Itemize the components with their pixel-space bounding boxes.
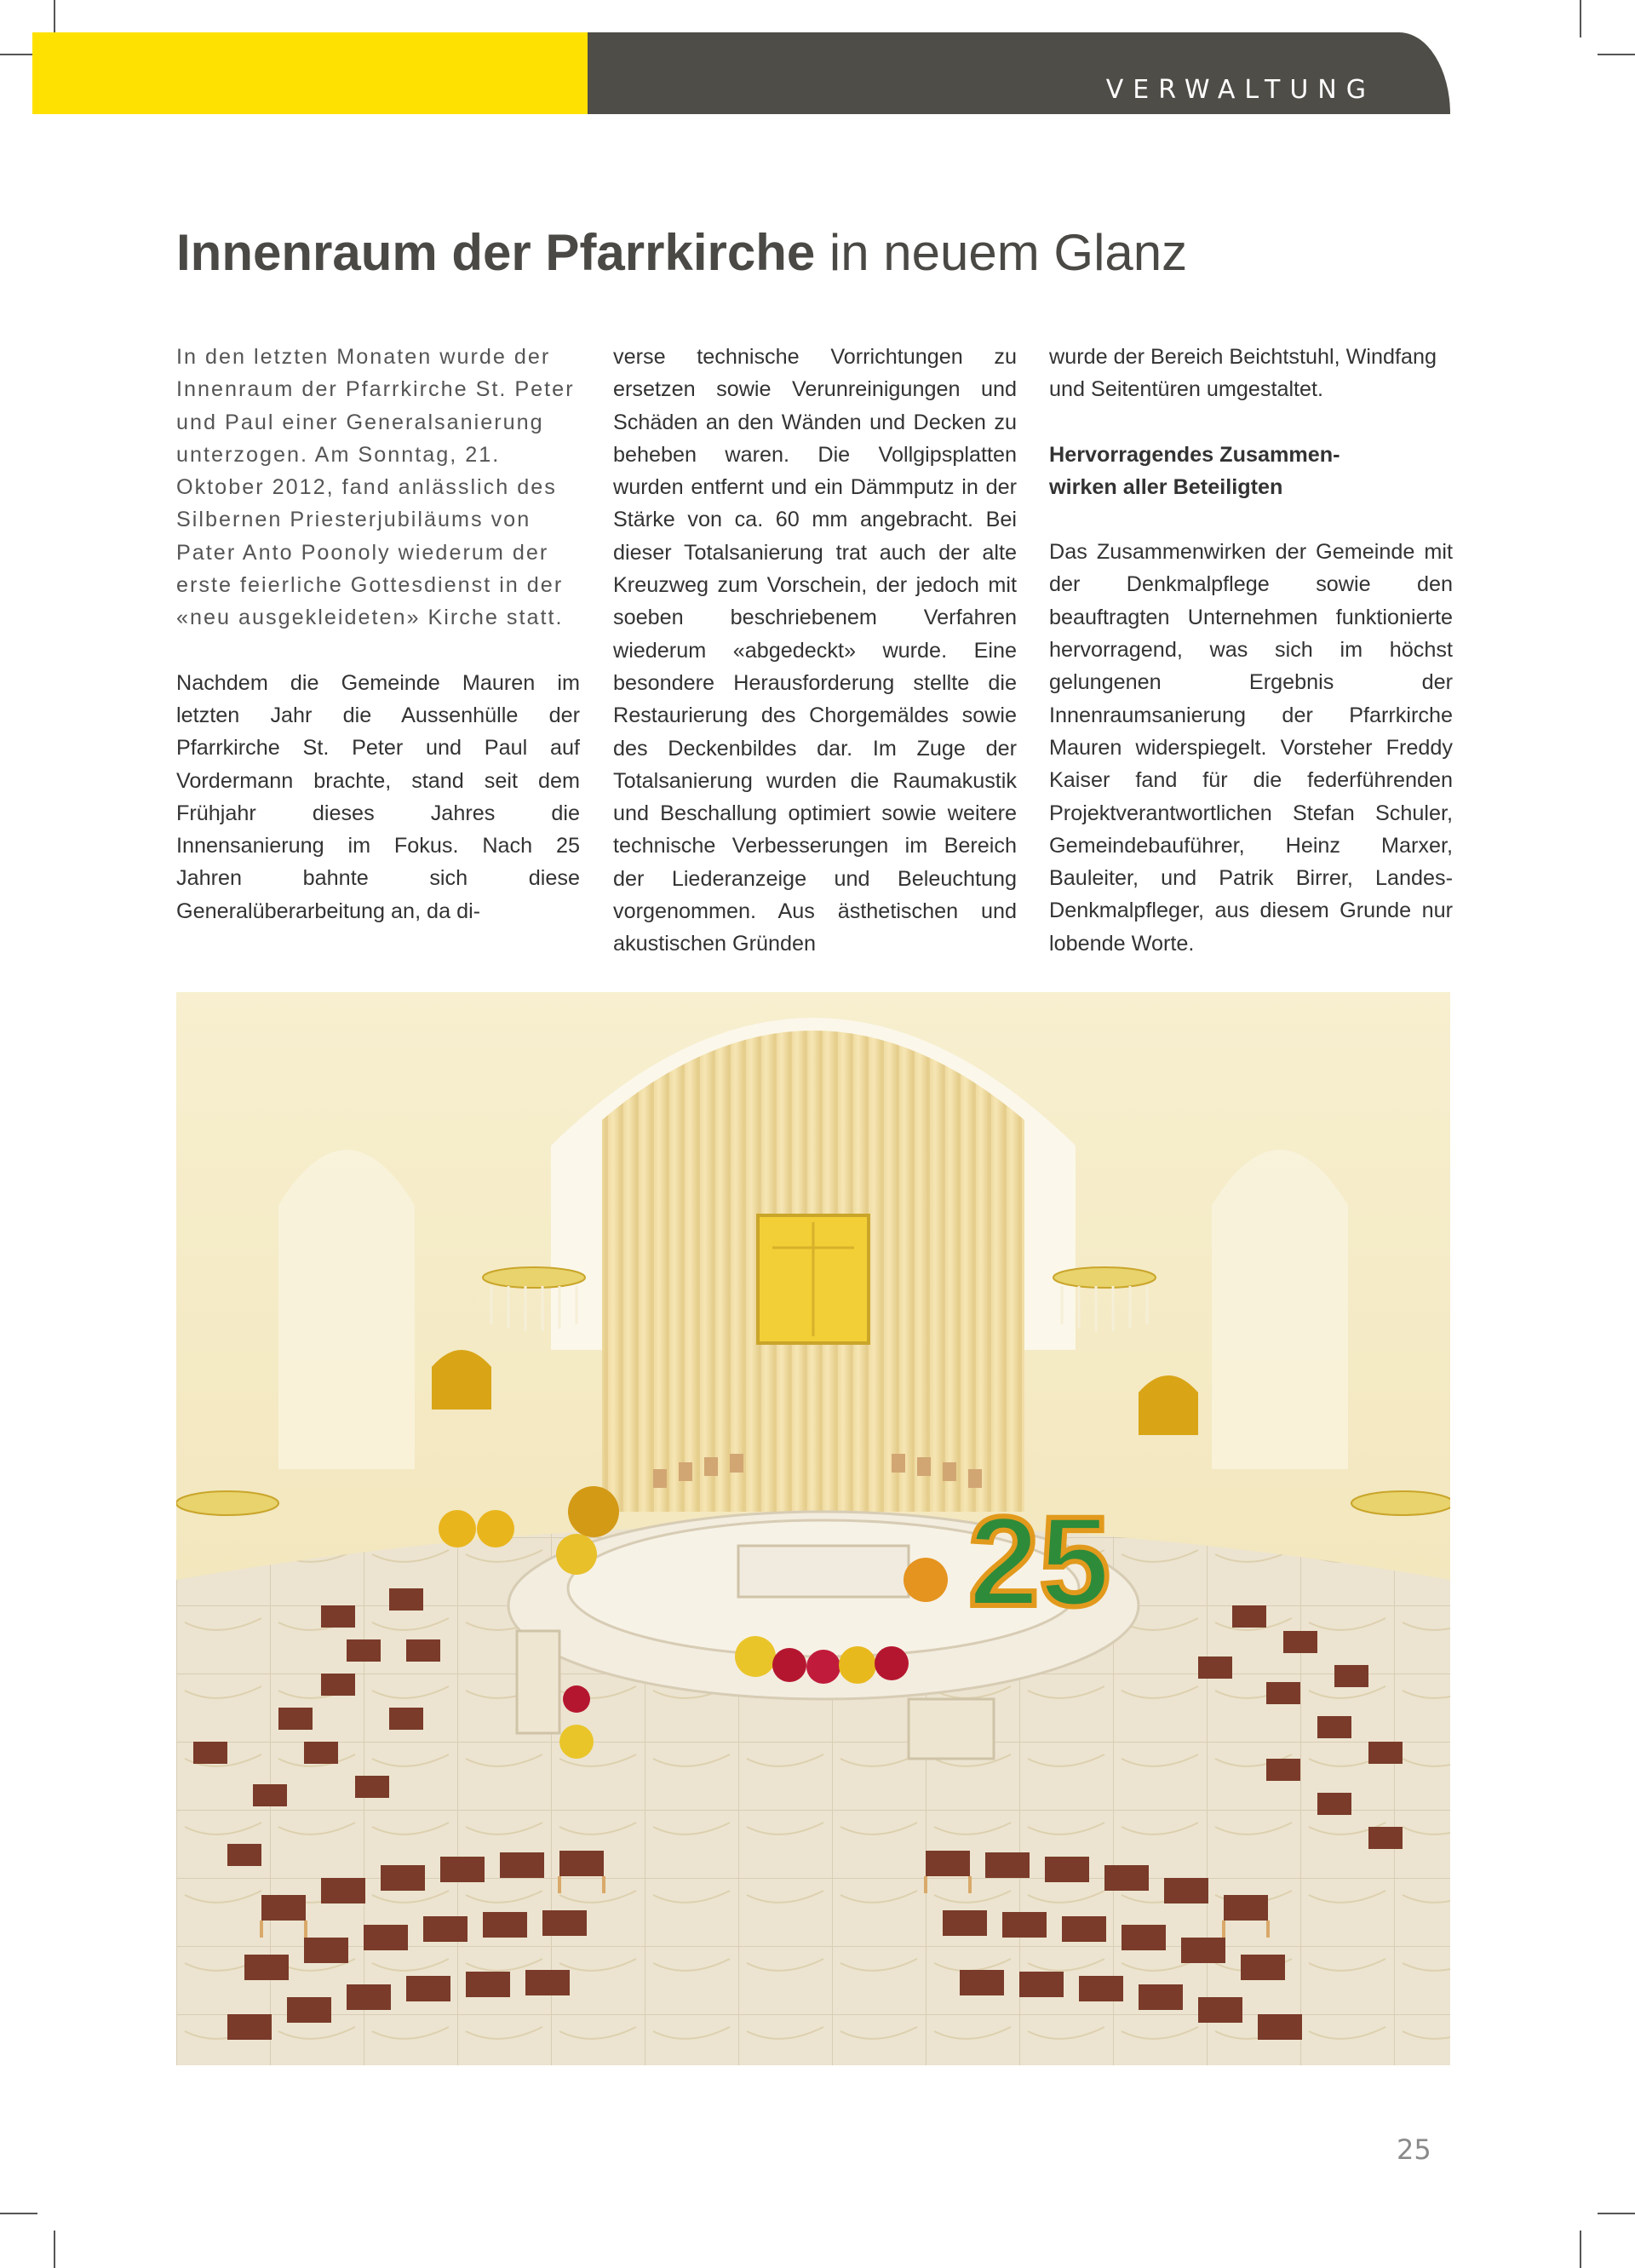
article-lead: In den letzten Monaten wurde der Innenraum der Pfarrkirche St. Peter und Paul einer Generalsanierung unterzogen. Am Sonntag, 21. Oktober 2012, fand anlässlich des Silbernen Priesterjubiläums von Pater Anto Poonoly wiederum der erste feierliche Gottesdienst in der «neu ausgekleideten» Kirche statt. (176, 345, 575, 630)
header-section-band (588, 32, 1450, 114)
subheading (1049, 439, 1453, 504)
crop-mark (54, 2231, 55, 2268)
page-number: 25 (1397, 2133, 1431, 2166)
crop-mark (1580, 2231, 1581, 2268)
text-column-1 (176, 341, 580, 927)
floral-number-display: 25 (968, 1490, 1110, 1633)
crop-mark (1598, 54, 1635, 55)
subheading-line-1: Hervorragendes Zusammen- (1049, 442, 1340, 467)
article-title-rest: in neuem Glanz (815, 224, 1188, 281)
church-interior-illustration (176, 992, 1450, 2065)
crop-mark (1598, 2213, 1635, 2214)
header-yellow-band (32, 32, 588, 114)
body-paragraph: Nachdem die Gemeinde Mauren im letzten Jahr die Aussenhülle der Pfarrkirche St. Peter und Paul auf Vordermann brachte, stand seit dem Frühjahr dieses Jahres die Innensanierung im Fokus. Nach 25 Jahren bahnte sich diese Generalüberarbeitung an, da di- (176, 670, 580, 923)
body-paragraph: Das Zusammenwirken der Gemeinde mit der Denkmalpflege sowie den beauftragten Unternehmen funktionierte hervorragend, was sich im höchst gelungenen Ergebnis der Innenraumsanierung der Pfarrkirche Mauren widerspiegelt. Vorsteher Freddy Kaiser fand für die federführenden Projektverantwortlichen Stefan Schuler, Gemeindebauführer, Heinz Marxer, Bauleiter, und Patrik Birrer, Landes-Denkmalpfleger, aus diesem Grunde nur lobende Worte. (1049, 540, 1453, 956)
crop-mark (1580, 0, 1581, 37)
crop-mark (0, 2213, 37, 2214)
section-label: VERWALTUNG (1105, 75, 1375, 105)
text-column-3 (1049, 341, 1453, 960)
text-column-2 (613, 341, 1017, 961)
church-interior-photo (176, 992, 1450, 2065)
article-title (176, 223, 1187, 282)
article-title-bold: Innenraum der Pfarrkirche (176, 224, 816, 281)
body-paragraph: verse technische Vorrichtungen zu ersetzen sowie Verunreinigungen und Schäden an den Wänden und Decken zu beheben waren. Die Vollgipsplatten wurden entfernt und ein Dämmputz in der Stärke von ca. 60 mm angebracht. Bei dieser Totalsanierung trat auch der alte Kreuzweg zum Vorschein, der jedoch mit soeben beschriebenem Verfahren wiederum «abgedeckt» wurde. Eine besondere Herausforderung stellte die Restaurierung des Chorgemäldes sowie des Deckenbildes dar. Im Zuge der Totalsanierung wurden die Raumakustik und Beschallung optimiert sowie weitere technische Verbesserungen im Bereich der Liederanzeige und Beleuchtung vorgenommen. Aus ästhetischen und akustischen Gründen (613, 345, 1017, 956)
subheading-line-2: wirken aller Beteiligten (1049, 474, 1283, 499)
body-paragraph: wurde der Bereich Beichtstuhl, Windfang und Seitentüren umgestaltet. (1049, 345, 1437, 402)
